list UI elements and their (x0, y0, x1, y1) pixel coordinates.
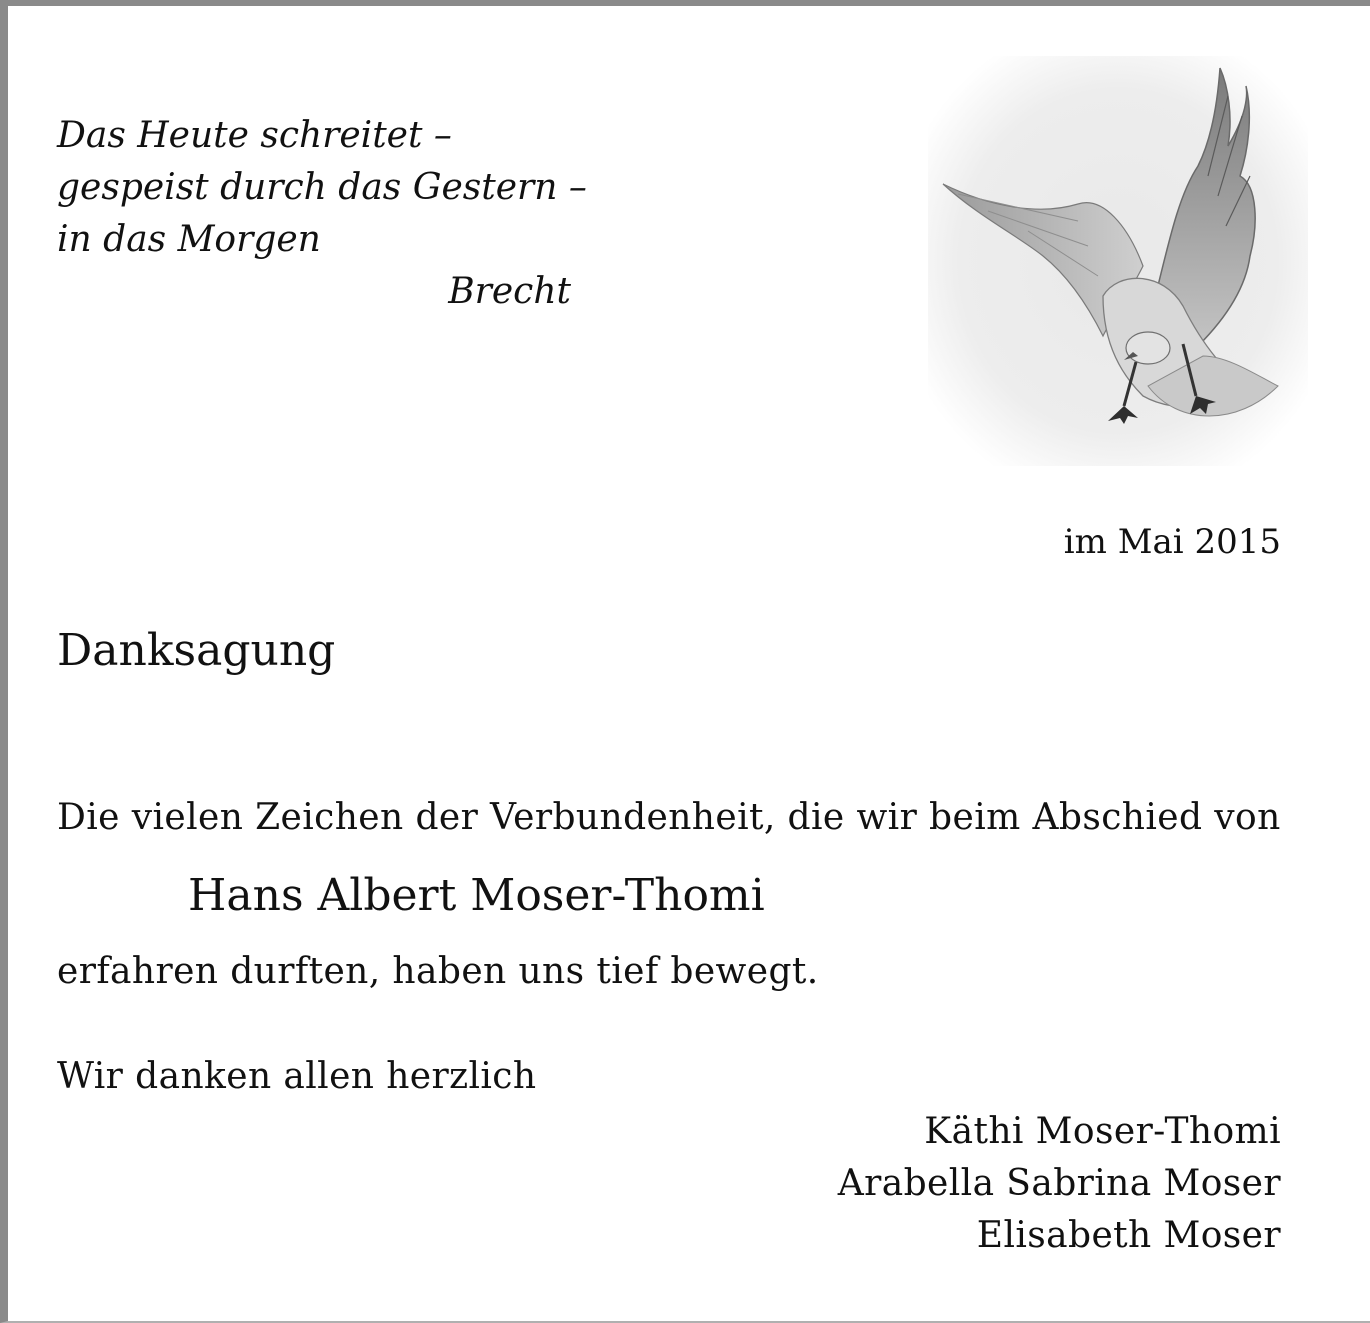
closing-line: Wir danken allen herzlich (57, 1056, 537, 1097)
signers-block (838, 1106, 1281, 1262)
body-continuation: erfahren durften, haben uns tief bewegt. (57, 951, 819, 992)
motto-line: Das Heute schreitet – (57, 115, 452, 156)
motto-line: gespeist durch das Gestern – (57, 167, 587, 208)
heading-danksagung: Danksagung (57, 625, 336, 676)
motto-quote (57, 110, 587, 318)
motto-line: in das Morgen (57, 219, 321, 260)
signer-name: Elisabeth Moser (976, 1215, 1281, 1256)
signer-name: Arabella Sabrina Moser (837, 1163, 1281, 1204)
deceased-name: Hans Albert Moser-Thomi (188, 870, 765, 921)
signer-name: Käthi Moser-Thomi (924, 1111, 1281, 1152)
body-intro: Die vielen Zeichen der Verbundenheit, die wir beim Abschied von (57, 797, 1281, 838)
seagull-illustration (928, 56, 1308, 466)
date-line: im Mai 2015 (1063, 522, 1281, 562)
motto-author: Brecht (448, 271, 571, 312)
